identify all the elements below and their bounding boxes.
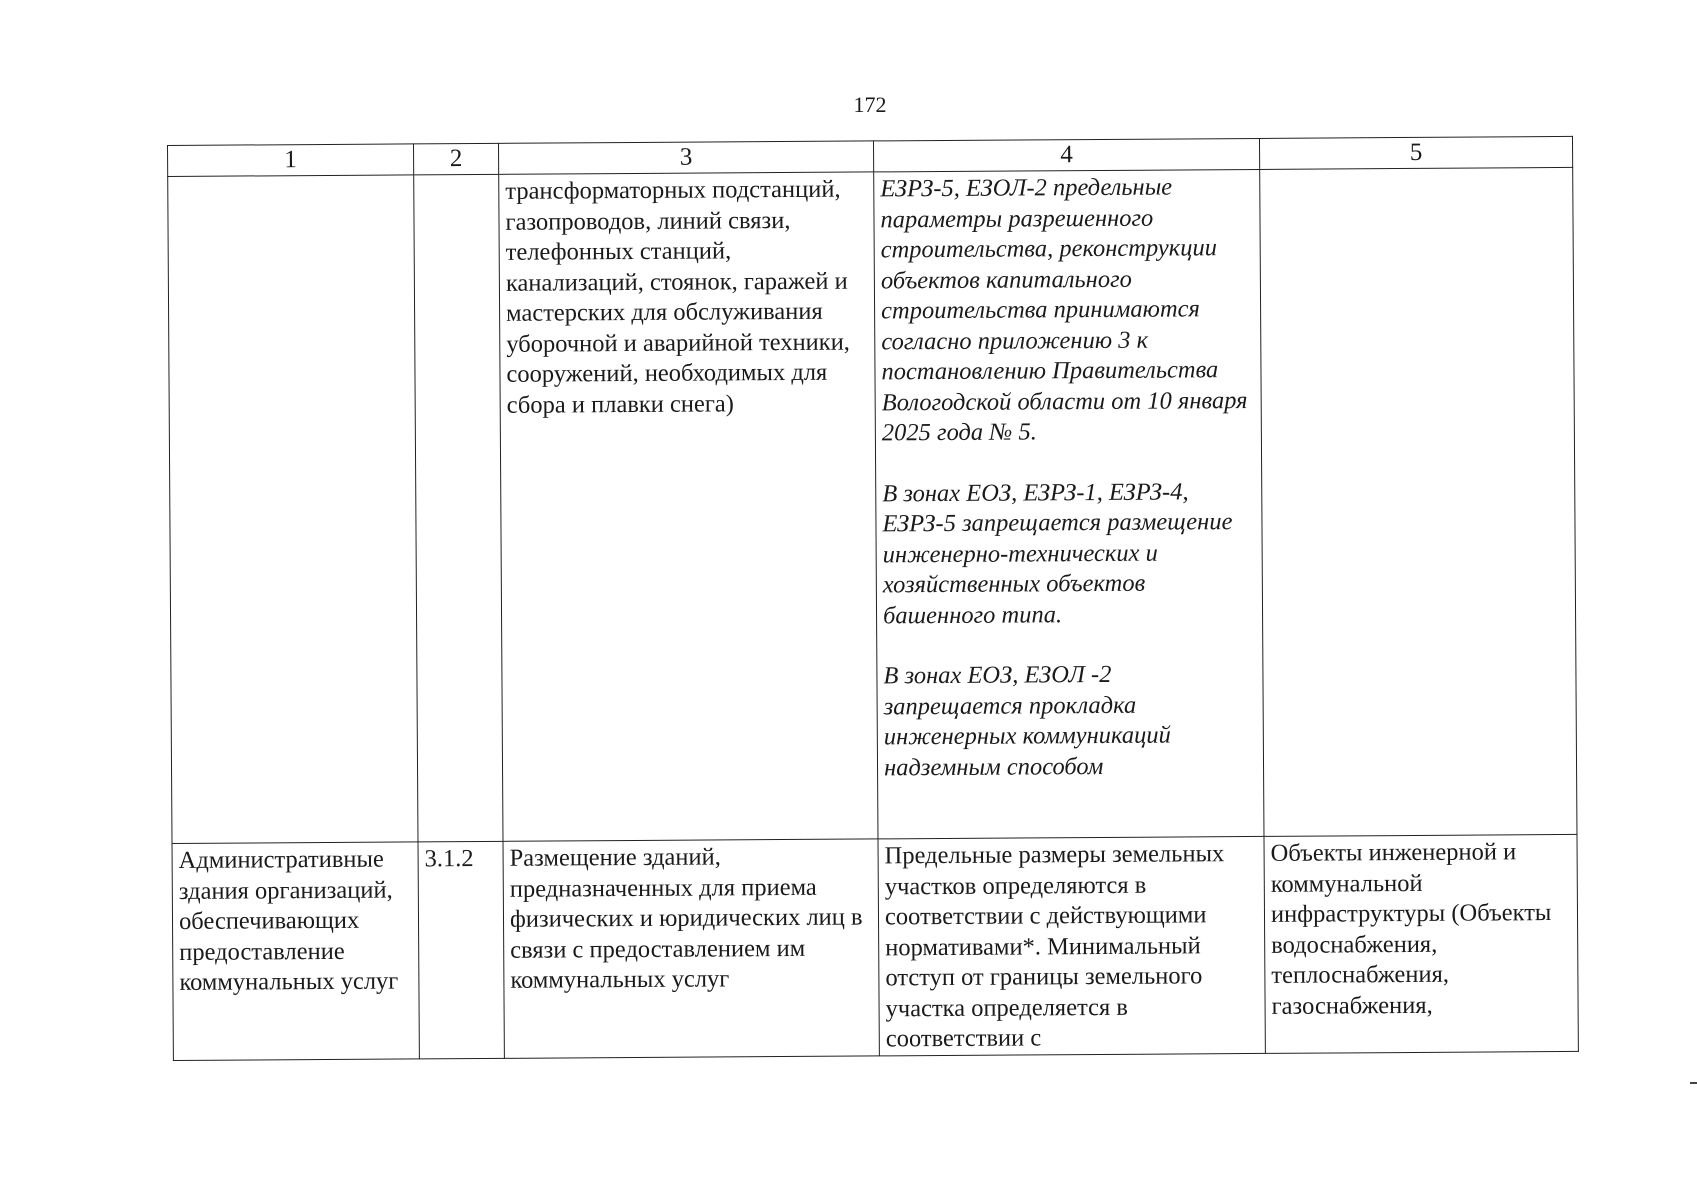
cell-use-name [168, 175, 418, 844]
parameters-paragraph: ЕЗРЗ-5, ЕЗОЛ-2 предельные параметры разрешенного строительства, реконструкции объектов капитального строительства принимаются согласно приложению 3 к постановлению Правительства Вологодской области от 10 января 2025 года № 5. [880, 173, 1248, 447]
cell-parameters: Предельные размеры земельных участков определяются в соответствии с действующими нормативами*. Минимальный отступ от границы земельного участка определяется в соответствии с [878, 836, 1265, 1055]
parameters-paragraph: В зонах ЕОЗ, ЕЗОЛ -2 запрещается прокладка инженерных коммуникаций надземным способом [883, 660, 1171, 781]
column-header-4: 4 [873, 138, 1259, 171]
column-header-2: 2 [413, 143, 498, 175]
page-number: 172 [853, 92, 887, 117]
cell-description: трансформаторных подстанций, газопроводов, линий связи, телефонных станций, канализаций, стоянок, гаражей и мастерских для обслуживания уборочной и аварийной техники, сооружений, необходимых для сбора и плавки снега) [499, 172, 878, 841]
column-header-5: 5 [1259, 136, 1572, 169]
table-row [168, 167, 1577, 843]
cell-parameters [874, 169, 1264, 838]
cell-use-name: Административные здания организаций, обеспечивающих предоставление коммунальных услуг [172, 842, 419, 1060]
cell-code [414, 174, 503, 842]
parameters-paragraph: В зонах ЕОЗ, ЕЗРЗ-1, ЕЗРЗ-4, ЕЗРЗ-5 запрещается размещение инженерно-технических и хозяйственных объектов башенного типа. [882, 477, 1233, 629]
regulations-table [167, 136, 1579, 1061]
cell-auxiliary-uses [1260, 167, 1577, 836]
table-row [172, 834, 1578, 1060]
scan-mark [1690, 1082, 1697, 1084]
column-header-3: 3 [498, 141, 873, 174]
cell-auxiliary-uses: Объекты инженерной и коммунальной инфраструктуры (Объекты водоснабжения, теплоснабжения, газоснабжения, [1264, 834, 1578, 1053]
column-header-1: 1 [168, 144, 414, 177]
cell-code: 3.1.2 [418, 841, 504, 1058]
cell-description: Размещение зданий, предназначенных для приема физических и юридических лиц в связи с предоставлением им коммунальных услуг [503, 839, 879, 1058]
